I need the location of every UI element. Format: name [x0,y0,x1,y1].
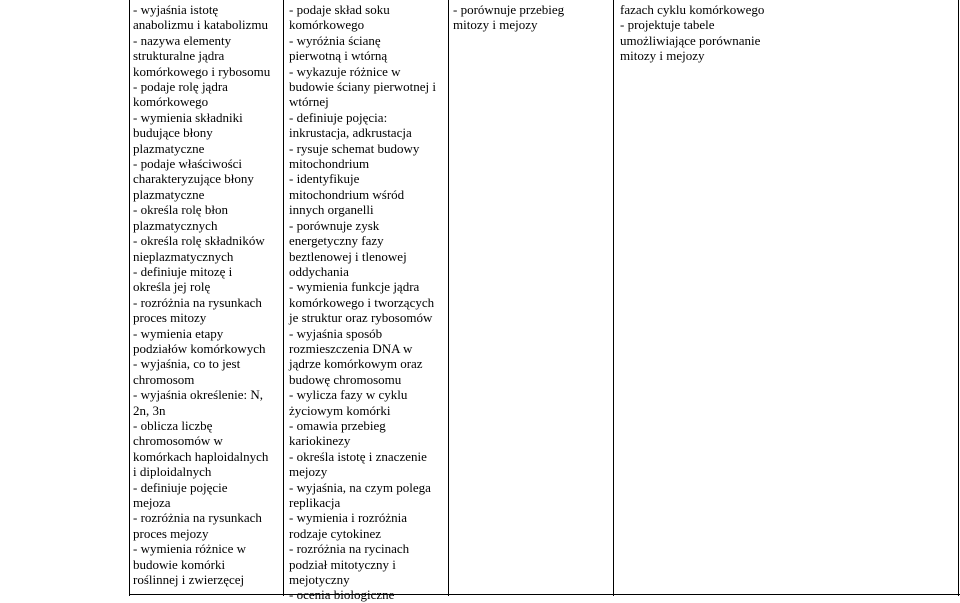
cell-text-line: - określa rolę błon [133,202,228,218]
cell-text-line: - wymienia funkcje jądra [289,279,420,295]
cell-text-line: - porównuje zysk [289,217,380,233]
cell-text-line: - podaje właściwości [133,156,243,172]
cell-text-line: chromosom [133,371,195,387]
cell-text-line: rozmieszczenia DNA w [289,340,413,356]
cell-text-line: - wymienia i rozróżnia [289,510,408,526]
cell-text-line: budowę chromosomu [289,371,402,387]
cell-text-line: chromosomów w [133,433,223,449]
cell-text-line: podział mitotyczny i [289,556,396,572]
cell-text-line: - wymienia etapy [133,325,224,341]
cell-text-line: mitochondrium wśród [289,186,405,202]
cell-text-line: - wyjaśnia istotę [133,2,219,17]
cell-text-line: mitozy i mejozy [453,17,538,33]
cell-text-line: pierwotną i wtórną [289,48,388,64]
cell-text-line: - oblicza liczbę [133,417,213,433]
cell-text-line: - wyjaśnia, co to jest [133,356,241,372]
cell-text-line: 2n, 3n [133,402,166,418]
cell-text-line: budowie ściany pierwotnej i [289,79,436,95]
cell-text-line: mejoza [133,495,171,510]
cell-text-line: nieplazmatycznych [133,248,234,264]
cell-text-line: - definiuje pojęcie [133,479,228,495]
cell-text-line: - rozróżnia na rysunkach [133,510,262,526]
table-cell-col2 [289,2,446,603]
cell-text-line: - określa istotę i znaczenie [289,448,427,464]
cell-text-line: określa jej rolę [133,279,211,295]
cell-text-line: kariokinezy [289,433,351,449]
cell-text-line: proces mitozy [133,310,207,326]
cell-text-line: mejozy [289,464,328,480]
cell-text-line: - wymienia składniki [133,109,243,125]
cell-text-line: replikacja [289,495,341,510]
cell-text-line: fazach cyklu komórkowego [620,2,765,17]
cell-text-line: - wykazuje różnice w [289,63,401,79]
cell-text-line: - omawia przebieg [289,417,386,433]
cell-text-line: jądrze komórkowym oraz [289,356,423,372]
cell-text-line: - wylicza fazy w cyklu [289,387,408,403]
cell-text-line: inkrustacja, adkrustacja [289,125,412,141]
column-border [613,0,614,596]
cell-text-line: - wymienia różnice w [133,541,246,557]
cell-text-line: - nazywa elementy [133,32,232,48]
cell-text-line: podziałów komórkowych [133,340,266,356]
cell-text-line: mitochondrium [289,156,370,172]
cell-text-line: beztlenowej i tlenowej [289,248,407,264]
table-cell-col4 [620,2,950,64]
column-border [129,0,130,596]
cell-text-line: życiowym komórki [289,402,391,418]
cell-text-line: - ocenia biologiczne [289,587,395,603]
cell-text-line: plazmatyczne [133,186,205,202]
cell-text-line: charakteryzujące błony [133,171,254,187]
cell-text-line: mitozy i mejozy [620,48,705,64]
cell-text-line: anabolizmu i katabolizmu [133,17,269,33]
cell-text-line: strukturalne jądra [133,48,225,64]
cell-text-line: umożliwiające porównanie [620,32,761,48]
cell-text-line: - określa rolę składników [133,233,265,249]
table-cell-col1 [133,2,281,587]
cell-text-line: - projektuje tabele [620,17,715,33]
cell-text-line: - definiuje pojęcia: [289,109,388,125]
cell-text-line: proces mejozy [133,525,209,541]
cell-text-line: budujące błony [133,125,213,141]
cell-text-line: komórkach haploidalnych [133,448,269,464]
cell-text-line: - rozróżnia na rycinach [289,541,410,557]
cell-text-line: - rozróżnia na rysunkach [133,294,262,310]
column-border [448,0,449,596]
cell-text-line: i diploidalnych [133,464,212,480]
cell-text-line: - identyfikuje [289,171,360,187]
column-border [283,0,284,596]
row-border [129,594,960,595]
cell-text-line: roślinnej i zwierzęcej [133,572,245,588]
cell-text-line: - podaje skład soku [289,2,390,17]
table-cell-col3 [453,2,611,33]
cell-text-line: - wyjaśnia określenie: N, [133,387,263,403]
cell-text-line: komórkowego [133,94,209,110]
cell-text-line: innych organelli [289,202,374,218]
cell-text-line: komórkowego i rybosomu [133,63,271,79]
cell-text-line: - rysuje schemat budowy [289,140,420,156]
cell-text-line: rodzaje cytokinez [289,525,382,541]
cell-text-line: plazmatyczne [133,140,205,156]
cell-text-line: - porównuje przebieg [453,2,565,17]
cell-text-line: - wyjaśnia, na czym polega [289,479,431,495]
cell-text-line: mejotyczny [289,572,350,588]
cell-text-line: - podaje rolę jądra [133,79,228,95]
cell-text-line: energetyczny fazy [289,233,384,249]
cell-text-line: - definiuje mitozę i [133,263,233,279]
cell-text-line: budowie komórki [133,556,226,572]
cell-text-line: plazmatycznych [133,217,218,233]
column-border [958,0,959,596]
cell-text-line: - wyróżnia ścianę [289,32,381,48]
cell-text-line: oddychania [289,263,349,279]
cell-text-line: je struktur oraz rybosomów [289,310,433,326]
cell-text-line: komórkowego i tworzących [289,294,435,310]
cell-text-line: - wyjaśnia sposób [289,325,383,341]
cell-text-line: wtórnej [289,94,329,110]
cell-text-line: komórkowego [289,17,365,33]
